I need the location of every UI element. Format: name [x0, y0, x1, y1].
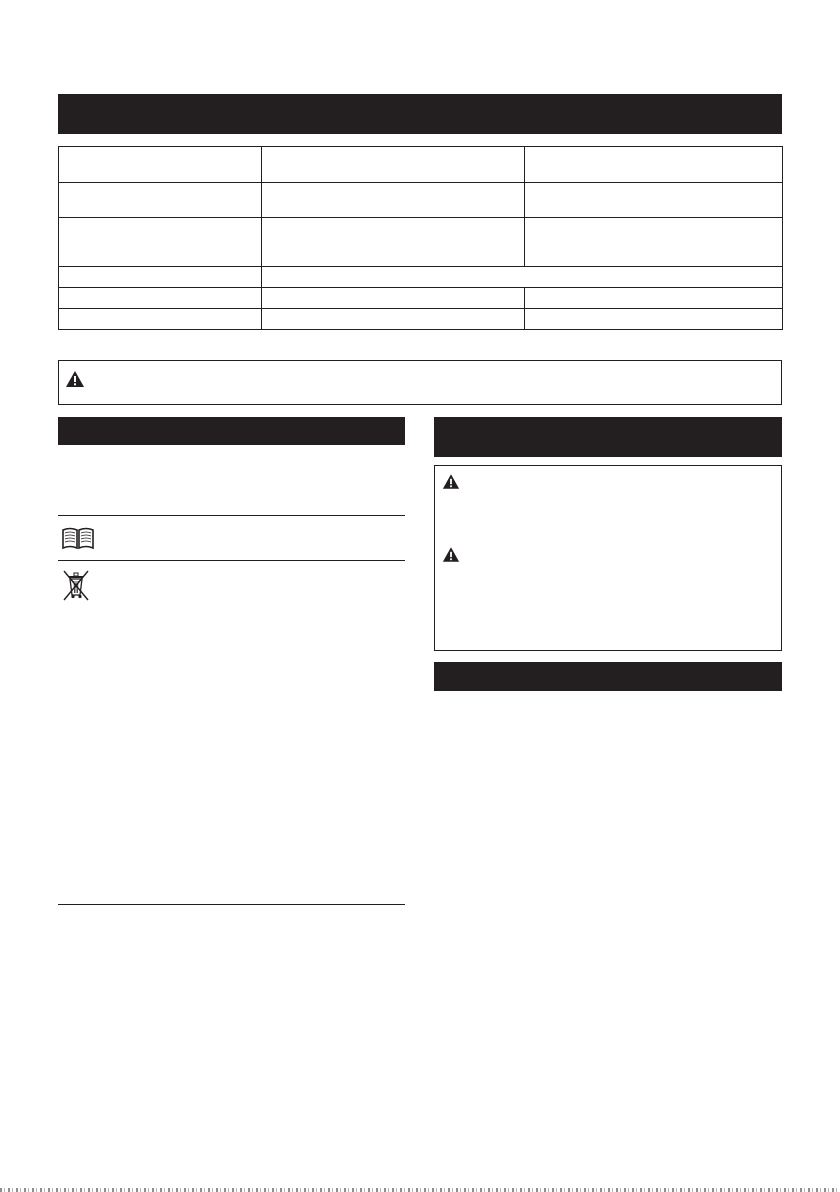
divider: [58, 904, 405, 905]
table-row: [59, 183, 783, 218]
disposal-text: [104, 572, 404, 892]
table-row: [59, 288, 783, 309]
table-cell: [262, 183, 525, 218]
safety-heading: [434, 417, 782, 457]
symbols-heading: [58, 417, 405, 445]
table-cell: [59, 183, 262, 218]
table-cell: [525, 183, 783, 218]
table-row: [59, 147, 783, 183]
safety-warning-box: [434, 465, 782, 651]
table-cell: [262, 309, 525, 330]
crossed-out-bin-icon: [60, 568, 92, 602]
table-cell: [59, 147, 262, 183]
page-edge: [0, 1188, 840, 1192]
table-cell: [59, 267, 262, 288]
table-cell: [262, 218, 525, 267]
table-cell: [525, 309, 783, 330]
table-cell: [525, 218, 783, 267]
specifications-heading: [58, 94, 782, 134]
read-manual-text: [104, 531, 404, 551]
top-warning-box: [58, 360, 782, 405]
warning-triangle-icon: [442, 473, 460, 490]
table-row: [59, 267, 783, 288]
table-cell: [59, 218, 262, 267]
section-heading: [434, 662, 782, 691]
specifications-table: [58, 146, 783, 330]
table-row: [59, 218, 783, 267]
table-cell: [59, 309, 262, 330]
read-manual-icon: [61, 526, 95, 551]
symbols-intro: [58, 456, 405, 506]
table-cell: [525, 147, 783, 183]
table-row: [59, 309, 783, 330]
table-cell: [525, 288, 783, 309]
table-cell: [59, 288, 262, 309]
warning-triangle-icon: [65, 370, 85, 388]
divider: [58, 560, 405, 561]
divider: [58, 515, 405, 516]
warning-triangle-icon: [442, 546, 460, 563]
table-cell: [262, 267, 783, 288]
table-cell: [262, 147, 525, 183]
table-cell: [262, 288, 525, 309]
